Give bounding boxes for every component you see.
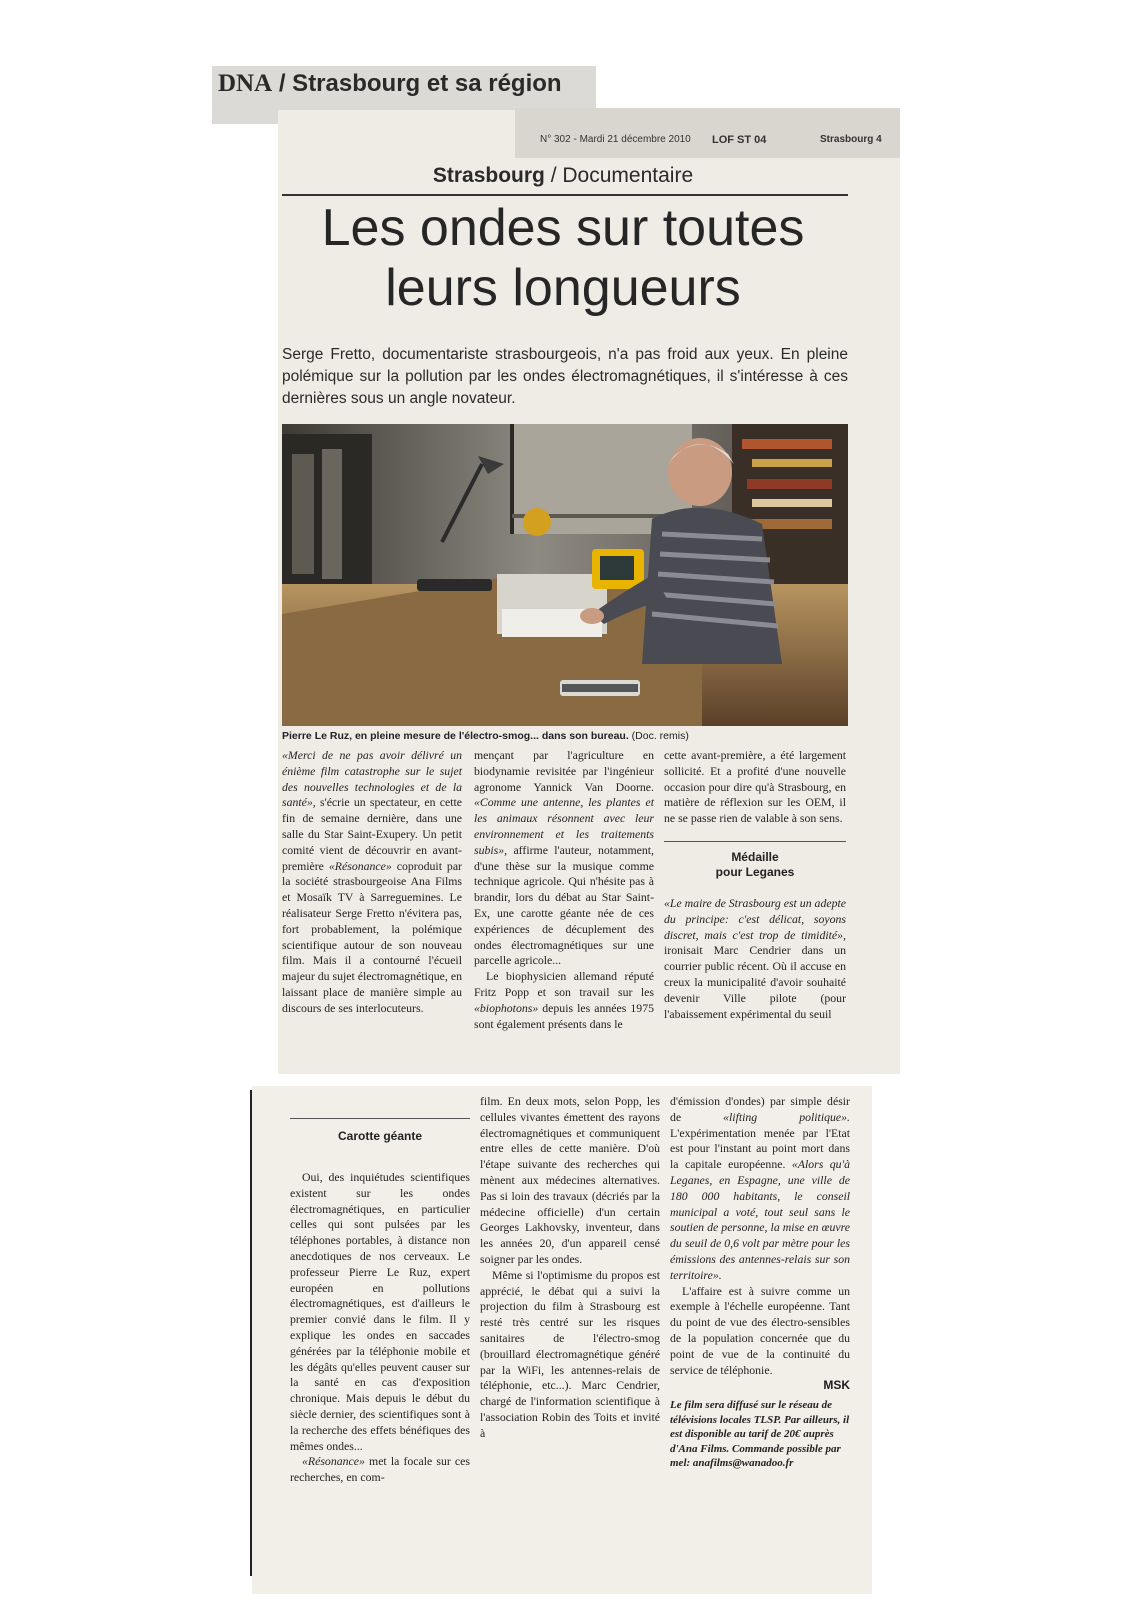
subhead-medaille-line-1: Médaille [731,849,779,864]
column-3-quote: «Le maire de Strasbourg est un adepte du principe: c'est délicat, soyons discret, mais c'est trop de timidité», [664,895,846,942]
biophotons-term: «biophotons» [474,1000,539,1015]
film-title: «Résonance» [328,858,392,873]
column-2-text-c: Le biophysicien allemand réputé Fritz Popp et son travail sur les [474,969,654,999]
subhead-medaille-line-2: pour Leganes [715,864,795,879]
newspaper-logo: DNA [218,70,273,97]
rubric-main: Strasbourg [432,164,545,187]
newspaper-region: / Strasbourg et sa région [278,70,562,97]
folio [540,134,900,154]
column-2-text-d: depuis les années 1975 sont également présents dans le [474,1000,654,1031]
photo-caption [282,730,848,742]
subhead-medaille [664,850,846,880]
continuation-column-1-text-b: met la focale sur ces recherches, en com- [290,1454,470,1485]
continuation-column-1 [290,1118,470,1486]
column-2-quote: «Comme une antenne, les plantes et les animaux résonnent avec leur environnement et les traitements subis», [474,795,654,857]
opening-quote: «Merci de ne pas avoir délivré un énième film catastrophe sur le sujet des nouvelles technologies et de la santé», [282,748,462,810]
caption-text: Pierre Le Ruz, en pleine mesure de l'électro-smog... dans son bureau. [282,730,629,742]
headline-line-2: leurs longueurs [385,259,741,317]
folio-code: LOF ST 04 [712,134,767,146]
subhead-rule [664,841,846,842]
continuation-film-title: «Résonance» [302,1454,365,1469]
continuation-column-1-text-a: Oui, des inquiétudes scientifiques existent sur les ondes électromagnétiques, en particulier celles qui sont pulsées par les téléphones portables, à distance non anecdotiques de nos cerveaux. Le professeur Pierre Le Ruz, expert européen en pollutions électromagnétiques, est d'ailleurs le premier convié dans le film. Il y explique les ondes en saccades générées par la téléphonie mobile et les dégâts qu'elles peuvent causer sur la santé en cas d'exposition chronique. Mais depuis le début du siècle dernier, des scientifiques sont à la recherche des effets bénéfiques des mêmes ondes... [290,1170,470,1453]
article-column-1 [282,748,462,1017]
column-2-text-a: mençant par l'agriculture en biodynamie revisitée par l'ingénieur agronome Yannick Van Doorne. [474,748,654,794]
rubric-sub: / Documentaire [544,164,694,187]
article-photo [282,424,848,726]
distribution-note: Le film sera diffusé sur le réseau de télévisions locales TLSP. Par ailleurs, il est disponible au tarif de 20€ auprès d'Ana Films. Commande possible par mel: anafilms@wanadoo.fr [670,1399,850,1470]
continuation-column-2-text-a: film. En deux mots, selon Popp, les cellules vivantes émettent des rayons électromagnétiques et communiquent entre elles de cette manière. D'où l'étape suivante des recherches qui mènent aux médecines alternatives. Pas si loin des travaux (décriés par la médecine officielle) d'un certain Georges Lakhovsky, inventeur, dans les années 20, d'un appareil censé soigner par les ondes. [480,1094,660,1266]
continuation-column-2-text-b: Même si l'optimisme du propos est apprécié, le débat qui a suivi la projection du film à Strasbourg est resté très centré sur les risques sanitaires de l'électro-smog (brouillard électromagnétique généré par la WiFi, les antennes-relais de téléphonie, etc...). Marc Cendrier, chargé de l'information scientifique à l'association Robin des Toits et invité à [480,1267,660,1440]
office-scene-image [282,424,848,726]
column-3-paragraph [664,896,846,1022]
column-1-text-b: coproduit par la société strasbourgeoise Ana Films et Mosaïk TV à Sarreguemines. Le réalisateur Serge Fretto n'évitera pas, fort probablement, la polémique scientifique autour de son nouveau film. Mais il a contourné l'écueil majeur du sujet électromagnétique, en laissant place de manière simple au discours de ses interlocuteurs. [282,858,462,1015]
leganes-quote: «Alors qu'à Leganes, en Espagne, une ville de 180 000 habitants, le conseil municipal a voté, tout seul sans le soutien de personne, la mise en œuvre du seuil de 0,6 volt par mètre pour les émissions des antennes-relais sur son territoire». [670,1157,850,1282]
continuation-column-1-paragraph [290,1454,470,1486]
caption-credit: (Doc. remis) [628,730,689,742]
clipping-edge [250,1090,252,1576]
author-signature: MSK [823,1378,850,1393]
lifting-quote: «lifting politique». [723,1109,850,1124]
carotte-rule [290,1118,470,1119]
continuation-column-3-paragraph [670,1094,850,1284]
subhead-carotte: Carotte géante [337,1129,423,1143]
continuation-column-3-text-c: L'affaire est à suivre comme un exemple à l'échelle européenne. Tant du point de vue des électro-sensibles de la population concernée que du point de vue de la continuité du service de téléphonie. [670,1283,850,1377]
column-1-text-a: s'écrie un spectateur, en cette fin de semaine dernière, dans une salle du Star Saint-Exupery. Un petit comité vient de découvrir en avant-première [282,795,462,873]
column-2-paragraph [474,969,654,1032]
rubric-divider [282,194,848,196]
newspaper-header-text [218,70,562,98]
folio-page: Strasbourg 4 [820,134,882,145]
article-column-3 [664,748,846,1022]
continuation-column-3-text-b: L'expérimentation menée par l'Etat est pour l'instant au point mort dans la capitale européenne. [670,1125,850,1172]
column-3-text-b: ironisait Marc Cendrier dans un courrier public récent. Où il accuse en creux la municipalité d'avoir souhaité devenir Ville pilote (pour l'abaissement expérimental du seuil [664,943,846,1021]
article-column-2 [474,748,654,1032]
continuation-column-2 [480,1094,660,1442]
folio-issue: N° 302 - Mardi 21 décembre 2010 [540,134,691,145]
article-rubric [278,164,848,194]
article-lede: Serge Fretto, documentariste strasbourgeois, n'a pas froid aux yeux. En pleine polémique sur la pollution par les ondes électromagnétiques, il s'intéresse à ces dernières sous un angle novateur. [282,346,848,407]
continuation-column-3-text-a: d'émission d'ondes) par simple désir de [670,1094,850,1124]
continuation-column-3 [670,1094,850,1471]
column-3-text-a: cette avant-première, a été largement sollicité. Et a profité d'une nouvelle occasion pour dire qu'à Strasbourg, en matière de réflexion sur les OEM, il ne se passe rien de valable à son sens. [664,748,846,826]
article-headline [270,198,856,318]
column-2-text-b: affirme l'auteur, notamment, d'une thèse sur la musique comme technique agricole. Qui n'hésite pas à brandir, lors du débat au Star Saint-Ex, une carotte géante née de ces expériences de décuplement des ondes électromagnétiques sur une parcelle agricole... [474,842,654,968]
headline-line-1: Les ondes sur toutes [321,199,805,257]
